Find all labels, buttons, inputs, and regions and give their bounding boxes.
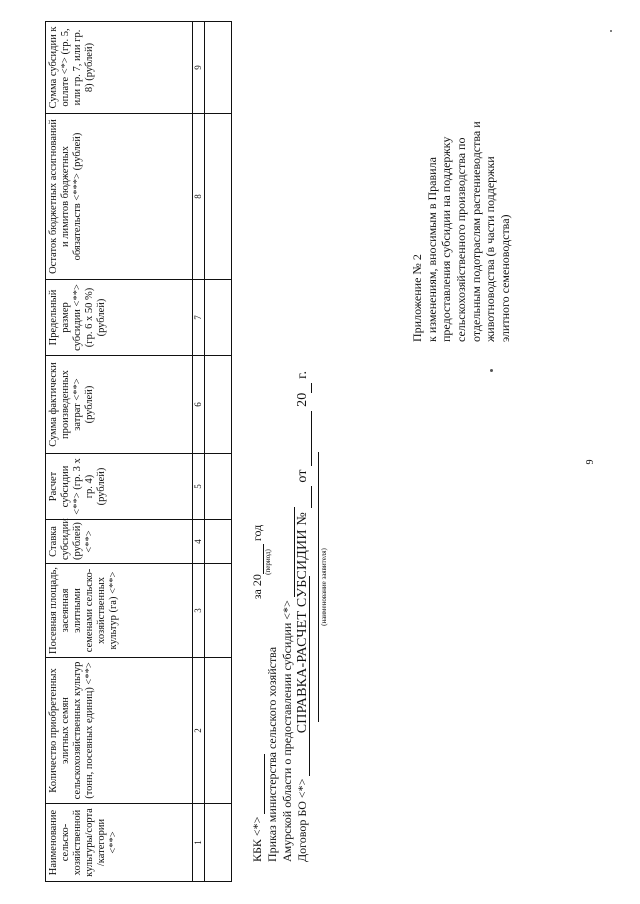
title-year-suffix: г. xyxy=(295,370,310,379)
annex-header xyxy=(410,72,512,342)
applicant-field xyxy=(318,452,328,722)
table-header-row xyxy=(46,22,193,882)
kbk-blank[interactable] xyxy=(253,754,265,814)
order-blank[interactable] xyxy=(283,507,295,597)
column-number: 5 xyxy=(193,454,205,520)
document-title xyxy=(295,342,312,762)
period-suffix: год xyxy=(250,524,264,542)
table-cell[interactable] xyxy=(205,658,232,804)
table-cell[interactable] xyxy=(205,454,232,520)
order-line-1: Приказ министерства сельского хозяйства xyxy=(265,646,279,862)
table-cell[interactable] xyxy=(205,564,232,658)
column-number-row xyxy=(193,22,205,882)
subsidy-table xyxy=(45,21,232,882)
applicant-caption: (наименование заявителя) xyxy=(320,548,328,626)
title-year-prefix: 20 xyxy=(295,392,310,407)
table-row xyxy=(205,22,232,882)
scan-speck xyxy=(610,30,612,32)
table-cell[interactable] xyxy=(205,280,232,356)
date-blank[interactable] xyxy=(300,411,312,466)
header-cell: Сумма субсидии к оплате <*> (гр. 5, или гр. 7, или гр. 8) (рублей) xyxy=(46,22,193,114)
column-number: 1 xyxy=(193,804,205,882)
order-line-2: Амурской области о предоставлении субсидии <*> xyxy=(280,600,294,862)
annex-line: к изменениям, вносимым в Правила xyxy=(424,157,439,342)
title-from: от xyxy=(295,469,310,483)
column-number: 7 xyxy=(193,280,205,356)
column-number: 2 xyxy=(193,658,205,804)
order-row xyxy=(280,482,295,862)
header-cell: Количество приобретенных элитных семян сельскохозяйственных культур (тонн, посевных единиц) <**> xyxy=(46,658,193,804)
annex-line: предоставления субсидии на поддержку xyxy=(439,136,454,342)
header-cell: Расчет субсидии <**> (гр. 3 х гр. 4) (рублей) xyxy=(46,454,193,520)
page-number: 9 xyxy=(585,459,596,465)
period-field xyxy=(250,482,272,642)
applicant-line[interactable] xyxy=(318,452,319,722)
annex-line: элитного семеноводства) xyxy=(497,214,512,342)
column-number: 3 xyxy=(193,564,205,658)
header-cell: Остаток бюджетных ассигнований и лимитов бюджетных обязательств <***> (рублей) xyxy=(46,114,193,280)
column-number: 4 xyxy=(193,520,205,564)
annex-line: отдельным подотраслям растениеводства и xyxy=(468,121,483,342)
table-cell[interactable] xyxy=(205,22,232,114)
period-year-blank[interactable] xyxy=(252,544,264,574)
contract-label: Договор БО <*> xyxy=(295,778,309,862)
scan-speck xyxy=(490,369,493,372)
header-cell: Посевная площадь, засеянная элитными семенами сельско-хозяйственных культур (га) <**> xyxy=(46,564,193,658)
column-number: 8 xyxy=(193,114,205,280)
table-cell[interactable] xyxy=(205,804,232,882)
header-cell: Наименование сельско-хозяйственной культуры/сорта /категории <**> xyxy=(46,804,193,882)
document-page xyxy=(20,12,620,892)
kbk-label: КБК <*> xyxy=(250,816,264,862)
period-prefix: за 20 xyxy=(250,574,264,600)
title-text: СПРАВКА-РАСЧЕТ СУБСИДИИ № xyxy=(295,512,310,734)
header-cell: Ставка субсидии (рублей) <**> xyxy=(46,520,193,564)
period-caption: (период) xyxy=(264,549,273,575)
column-number: 6 xyxy=(193,356,205,454)
table-cell[interactable] xyxy=(205,356,232,454)
year-blank[interactable] xyxy=(300,383,312,393)
number-blank[interactable] xyxy=(300,486,312,508)
annex-line: животноводства (в части поддержки xyxy=(483,156,498,342)
annex-line: сельскохозяйственного производства по xyxy=(453,137,468,342)
column-number: 9 xyxy=(193,22,205,114)
annex-line: Приложение № 2 xyxy=(410,254,424,342)
table-cell[interactable] xyxy=(205,114,232,280)
header-cell: Сумма фактически произведенных затрат <**> (рублей) xyxy=(46,356,193,454)
header-cell: Предельный размер субсидии <**> (гр. 6 х 50 %) (рублей) xyxy=(46,280,193,356)
table-cell[interactable] xyxy=(205,520,232,564)
